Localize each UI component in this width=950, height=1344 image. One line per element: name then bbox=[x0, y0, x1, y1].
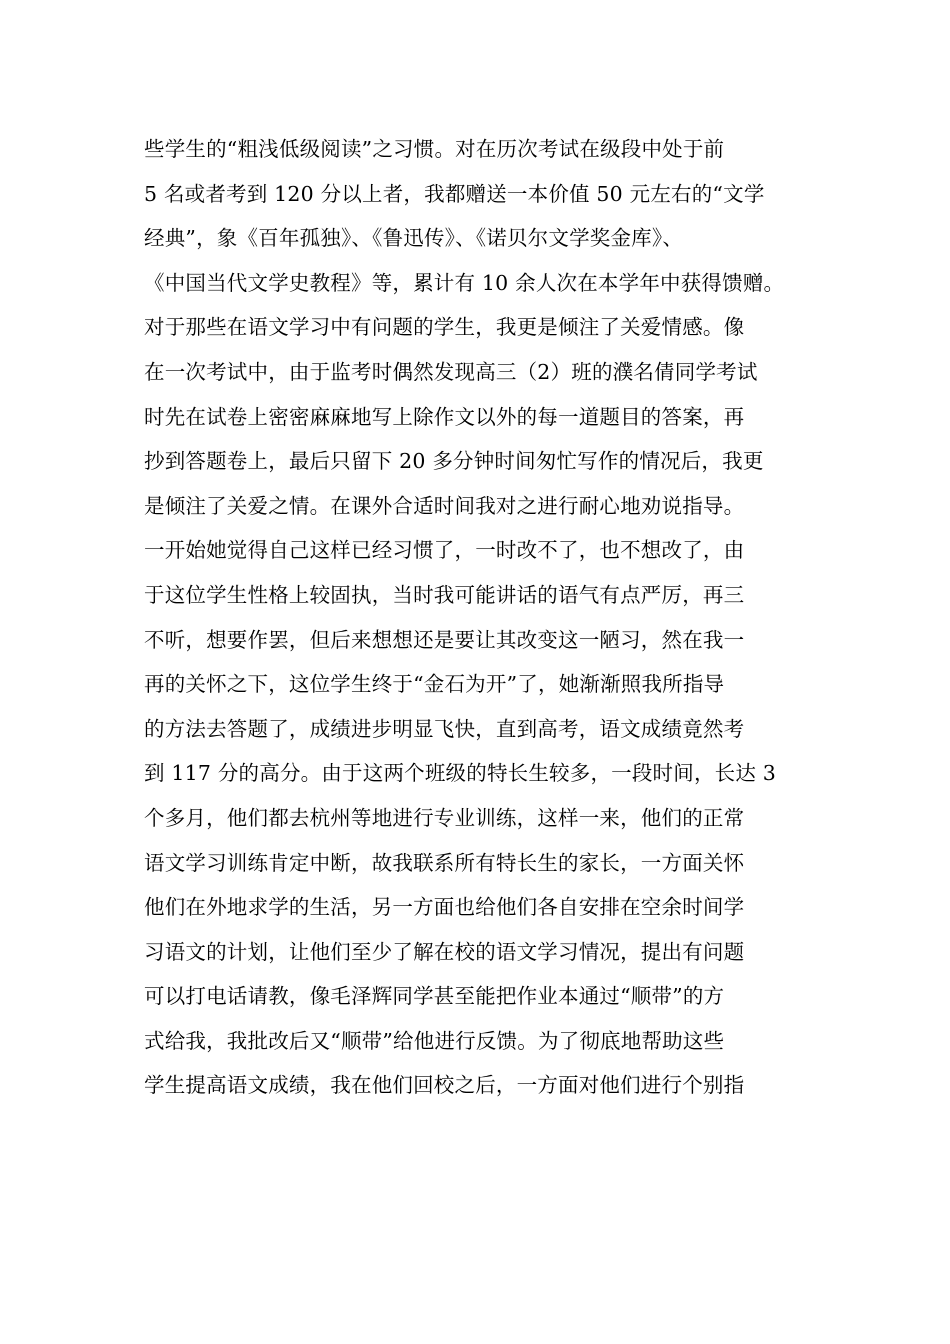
text-line: 语文学习训练肯定中断，故我联系所有特长生的家长，一方面关怀 bbox=[144, 850, 745, 875]
text-line: 式给我，我批改后又“顺带”给他进行反馈。为了彻底地帮助这些 bbox=[144, 1028, 725, 1053]
text-line: 学生提高语文成绩，我在他们回校之后，一方面对他们进行个别指 bbox=[144, 1073, 745, 1098]
text-line: 到 117 分的高分。由于这两个班级的特长生较多，一段时间，长达 3 bbox=[144, 761, 777, 786]
text-line: 些学生的“粗浅低级阅读”之习惯。对在历次考试在级段中处于前 bbox=[144, 137, 725, 161]
text-line: 是倾注了关爱之情。在课外合适时间我对之进行耐心地劝说指导。 bbox=[144, 493, 745, 518]
text-line: 习语文的计划，让他们至少了解在校的语文学习情况，提出有问题 bbox=[144, 939, 745, 964]
text-line: 于这位学生性格上较固执，当时我可能讲话的语气有点严厉，再三 bbox=[144, 582, 745, 607]
text-line: 在一次考试中，由于监考时偶然发现高三（2）班的濮名倩同学考试 bbox=[144, 359, 758, 384]
text-line: 抄到答题卷上，最后只留下 20 多分钟时间匆忙写作的情况后，我更 bbox=[144, 449, 764, 474]
body-text bbox=[144, 127, 844, 1108]
text-line: 他们在外地求学的生活，另一方面也给他们各自安排在空余时间学 bbox=[144, 895, 745, 920]
text-line: 不听，想要作罢，但后来想想还是要让其改变这一陋习，然在我一 bbox=[144, 627, 745, 652]
text-line: 再的关怀之下，这位学生终于“金石为开”了，她渐渐照我所指导 bbox=[144, 672, 725, 697]
text-line: 可以打电话请教，像毛泽辉同学甚至能把作业本通过“顺带”的方 bbox=[144, 984, 725, 1009]
text-line: 5 名或者考到 120 分以上者，我都赠送一本价值 50 元左右的“文学 bbox=[144, 181, 765, 206]
text-line: 一开始她觉得自己这样已经习惯了，一时改不了，也不想改了，由 bbox=[144, 538, 745, 563]
text-line: 对于那些在语文学习中有问题的学生，我更是倾注了关爱情感。像 bbox=[144, 315, 745, 340]
text-line: 的方法去答题了，成绩进步明显飞快，直到高考，语文成绩竟然考 bbox=[144, 716, 745, 741]
text-line: 《中国当代文学史教程》等，累计有 10 余人次在本学年中获得馈赠。 bbox=[144, 270, 785, 295]
text-line: 个多月，他们都去杭州等地进行专业训练，这样一来，他们的正常 bbox=[144, 805, 745, 830]
text-line: 时先在试卷上密密麻麻地写上除作文以外的每一道题目的答案，再 bbox=[144, 404, 745, 429]
text-line: 经典”，象《百年孤独》、《鲁迅传》、《诺贝尔文学奖金库》、 bbox=[144, 226, 684, 251]
